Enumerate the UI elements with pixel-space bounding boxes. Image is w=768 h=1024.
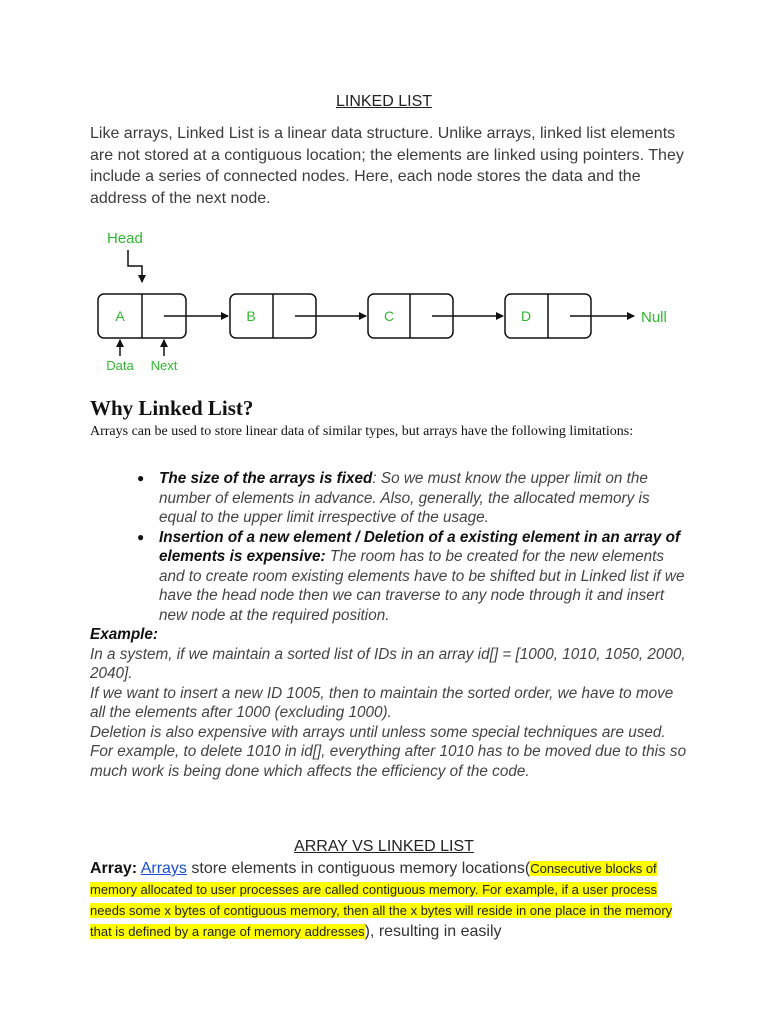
highlighted-text: Consecutive blocks of memory allocated to user processes are called contiguous memory. For example, if a user process needs some x bytes of contiguous memory, then all the x bytes will reside in one place in the memory that is defined by a range of memory addresses: [90, 861, 673, 939]
node-d-label: D: [520, 308, 532, 324]
head-label: Head: [107, 230, 143, 247]
array-paragraph: [90, 858, 680, 942]
why-heading: Why Linked List?: [90, 396, 254, 420]
head-arrow: [128, 250, 142, 282]
array-text-tail: ), resulting in easily: [364, 923, 502, 940]
array-label: Array:: [90, 860, 138, 877]
bullet-icon: ●: [137, 529, 145, 544]
bullet-text: The room has to be created for the new elements and to create room existing elements have to be shifted but in Linked list if we have the head node then we can traverse to any node through it and insert new node at the required position.: [159, 548, 685, 624]
example-line: Deletion is also expensive with arrays until unless some special techniques are used. For example, to delete 1010 in id[], everything after 1010 has to be moved due to this so much work is being done which affects the efficiency of the code.: [90, 723, 687, 780]
bullet-icon: ●: [137, 471, 145, 485]
node-c-label: C: [383, 308, 395, 324]
linked-list-diagram: [0, 220, 768, 380]
intro-paragraph: Like arrays, Linked List is a linear data structure. Unlike arrays, linked list elements are not stored at a contiguous location; the elements are linked using pointers. They include a series of connected nodes. Here, each node stores the data and the address of the next node.: [90, 125, 684, 207]
example-label: Example:: [90, 626, 159, 643]
page-title: LINKED LIST: [335, 93, 433, 110]
array-text: store elements in contiguous memory locations(: [186, 860, 531, 877]
next-label: Next: [150, 358, 178, 373]
data-label: Data: [106, 358, 134, 373]
example-line: In a system, if we maintain a sorted list of IDs in an array id[] = [1000, 1010, 1050, 2000, 2040].: [90, 645, 686, 682]
bullet-bold: The size of the arrays is fixed: [159, 470, 373, 487]
bullet-text: : So we must know the upper limit on the number of elements in advance. Also, generally, the allocated memory is equal to the upper limit irrespective of the usage.: [159, 470, 650, 526]
arrays-link[interactable]: Arrays: [140, 860, 187, 877]
null-label: Null: [641, 309, 667, 326]
why-paragraph: Arrays can be used to store linear data of similar types, but arrays have the following limitations:: [90, 424, 634, 439]
example-section: [90, 625, 690, 781]
node-a-label: A: [115, 308, 125, 324]
bullet-bold: Insertion of a new element / Deletion of a existing element in an array of elements is expensive:: [159, 528, 681, 565]
section-title: ARRAY VS LINKED LIST: [294, 838, 474, 855]
limitations-list: [130, 469, 690, 625]
list-item: [130, 469, 690, 528]
example-line: If we want to insert a new ID 1005, then to maintain the sorted order, we have to move all the elements after 1000 (excluding 1000).: [90, 684, 674, 721]
node-b-label: B: [246, 308, 256, 324]
list-item: [130, 528, 690, 626]
